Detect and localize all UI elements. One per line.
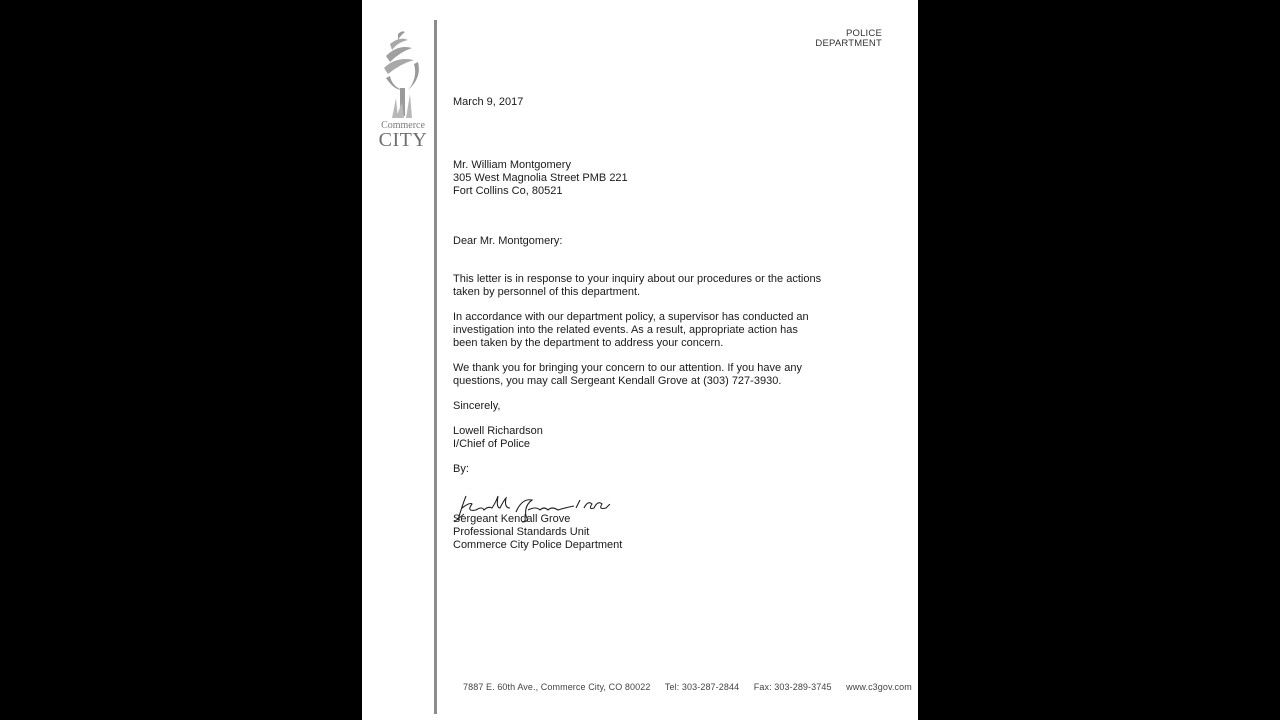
- footer-address: 7887 E. 60th Ave., Commerce City, CO 80022: [463, 682, 651, 692]
- department-line-1: POLICE: [845, 28, 882, 39]
- logo-text-city: CITY: [378, 129, 428, 151]
- footer-tel: Tel: 303-287-2844: [664, 682, 740, 692]
- paragraph-1-line-2: taken by personnel of this department.: [453, 286, 641, 298]
- author-title: I/Chief of Police: [453, 438, 531, 450]
- department-line-2: DEPARTMENT: [815, 38, 882, 49]
- closing: Sincerely,: [453, 400, 501, 412]
- logo-text-commerce: Commerce: [381, 120, 425, 131]
- recipient-street: 305 West Magnolia Street PMB 221: [453, 172, 628, 184]
- footer-fax: Fax: 303-289-3745: [753, 682, 832, 692]
- paragraph-2-line-3: been taken by the department to address your concern.: [453, 337, 724, 349]
- paragraph-1-line-1: This letter is in response to your inquiry about our procedures or the actions: [453, 273, 822, 285]
- author-name: Lowell Richardson: [453, 425, 543, 437]
- department-heading: [815, 29, 882, 49]
- salutation: Dear Mr. Montgomery:: [453, 235, 563, 247]
- by-label: By:: [453, 463, 469, 475]
- recipient-name: Mr. William Montgomery: [453, 159, 571, 171]
- letterhead-divider-line: [434, 20, 437, 714]
- letterhead-footer: [463, 682, 924, 692]
- paragraph-3-line-2: questions, you may call Sergeant Kendall Grove at (303) 727-3930.: [453, 375, 782, 387]
- recipient-city: Fort Collins Co, 80521: [453, 185, 563, 197]
- paragraph-3-line-1: We thank you for bringing your concern to our attention. If you have any: [453, 362, 802, 374]
- commerce-city-tree-logo-icon: [372, 28, 428, 151]
- footer-website: www.c3gov.com: [846, 682, 912, 692]
- paragraph-2-line-1: In accordance with our department policy, a supervisor has conducted an: [453, 311, 809, 323]
- letter-page: [362, 0, 918, 720]
- letter-date: March 9, 2017: [453, 96, 524, 108]
- signer-department: Commerce City Police Department: [453, 539, 623, 551]
- tree-logo-graphic: [372, 28, 434, 120]
- signer-unit: Professional Standards Unit: [453, 526, 590, 538]
- paragraph-2-line-2: investigation into the related events. As a result, appropriate action has: [453, 324, 798, 336]
- signer-name: Sergeant Kendall Grove: [453, 513, 571, 525]
